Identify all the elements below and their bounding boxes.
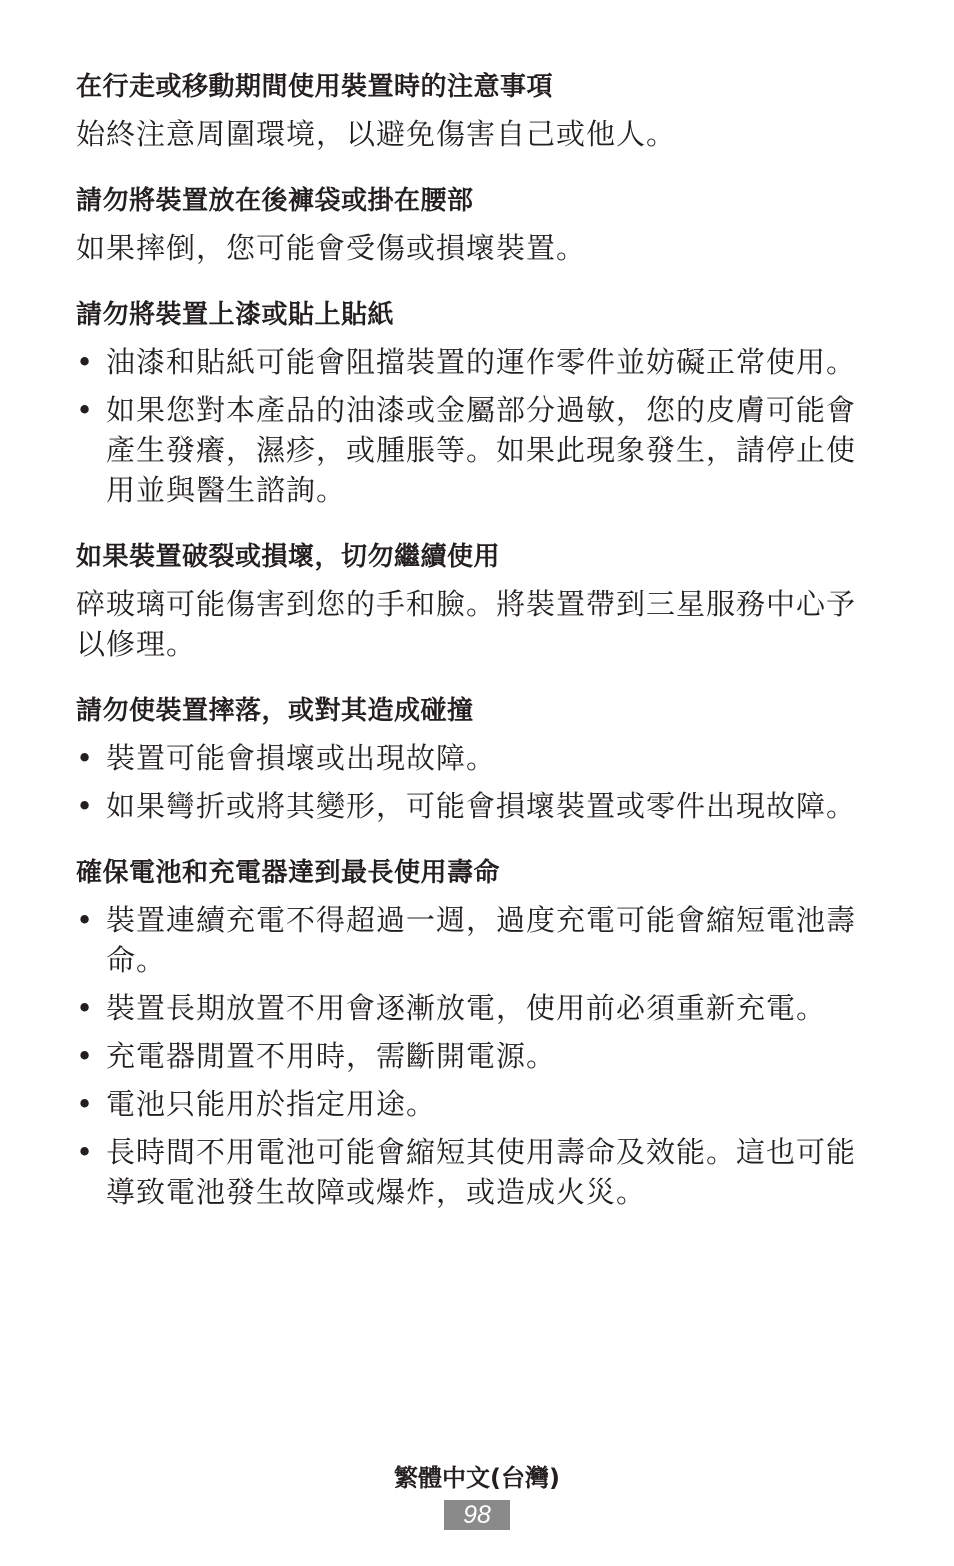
bullet-icon: • [76,345,95,379]
list-item-text: 長時間不用電池可能會縮短其使用壽命及效能。這也可能導致電池發生故障或爆炸，或造成火災。 [106,1135,857,1209]
list-item [76,342,876,382]
list-item [76,1036,876,1076]
bullet-list [76,342,876,510]
list-item-text: 如果您對本產品的油漆或金屬部分過敏，您的皮膚可能會產生發癢，濕疹，或腫脹等。如果此現象發生，請停止使用並與醫生諮詢。 [106,393,857,507]
page-number-badge: 98 [444,1500,510,1530]
list-item-text: 電池只能用於指定用途。 [106,1087,437,1121]
list-item [76,988,876,1028]
section-drop-impact [76,692,876,826]
list-item [76,1132,876,1212]
list-item-text: 如果彎折或將其變形，可能會損壞裝置或零件出現故障。 [106,789,857,823]
list-item [76,738,876,778]
bullet-icon: • [76,1087,95,1121]
bullet-icon: • [76,991,95,1025]
list-item-text: 充電器閒置不用時，需斷開電源。 [106,1039,557,1073]
section-heading: 請勿將裝置放在後褲袋或掛在腰部 [76,186,474,216]
bullet-icon: • [76,1039,95,1073]
list-item-text: 裝置可能會損壞或出現故障。 [106,741,497,775]
page-footer [0,1462,954,1530]
bullet-icon: • [76,789,95,823]
bullet-icon: • [76,393,95,427]
section-battery-life [76,854,876,1212]
section-pocket-caution [76,182,876,268]
section-heading: 在行走或移動期間使用裝置時的注意事項 [76,72,554,102]
section-heading: 如果裝置破裂或損壞，切勿繼續使用 [76,542,501,572]
list-item [76,1084,876,1124]
bullet-icon: • [76,741,95,775]
section-heading: 確保電池和充電器達到最長使用壽命 [76,858,501,888]
footer-language-label: 繁體中文(台灣) [394,1464,560,1492]
list-item-text: 裝置連續充電不得超過一週，過度充電可能會縮短電池壽命。 [106,903,857,977]
list-item-text: 油漆和貼紙可能會阻擋裝置的運作零件並妨礙正常使用。 [106,345,857,379]
document-body [76,68,876,1240]
bullet-list [76,738,876,826]
section-heading: 請勿使裝置摔落，或對其造成碰撞 [76,696,474,726]
list-item [76,786,876,826]
list-item [76,390,876,510]
section-damaged-device [76,538,876,664]
section-paragraph: 如果摔倒，您可能會受傷或損壞裝置。 [76,231,587,265]
list-item-text: 裝置長期放置不用會逐漸放電，使用前必須重新充電。 [106,991,827,1025]
section-paint-sticker [76,296,876,510]
bullet-icon: • [76,903,95,937]
section-heading: 請勿將裝置上漆或貼上貼紙 [76,300,395,330]
section-paragraph: 始終注意周圍環境，以避免傷害自己或他人。 [76,117,677,151]
section-paragraph: 碎玻璃可能傷害到您的手和臉。將裝置帶到三星服務中心予以修理。 [76,587,857,661]
section-walking-caution [76,68,876,154]
bullet-list [76,900,876,1212]
bullet-icon: • [76,1135,95,1169]
list-item [76,900,876,980]
